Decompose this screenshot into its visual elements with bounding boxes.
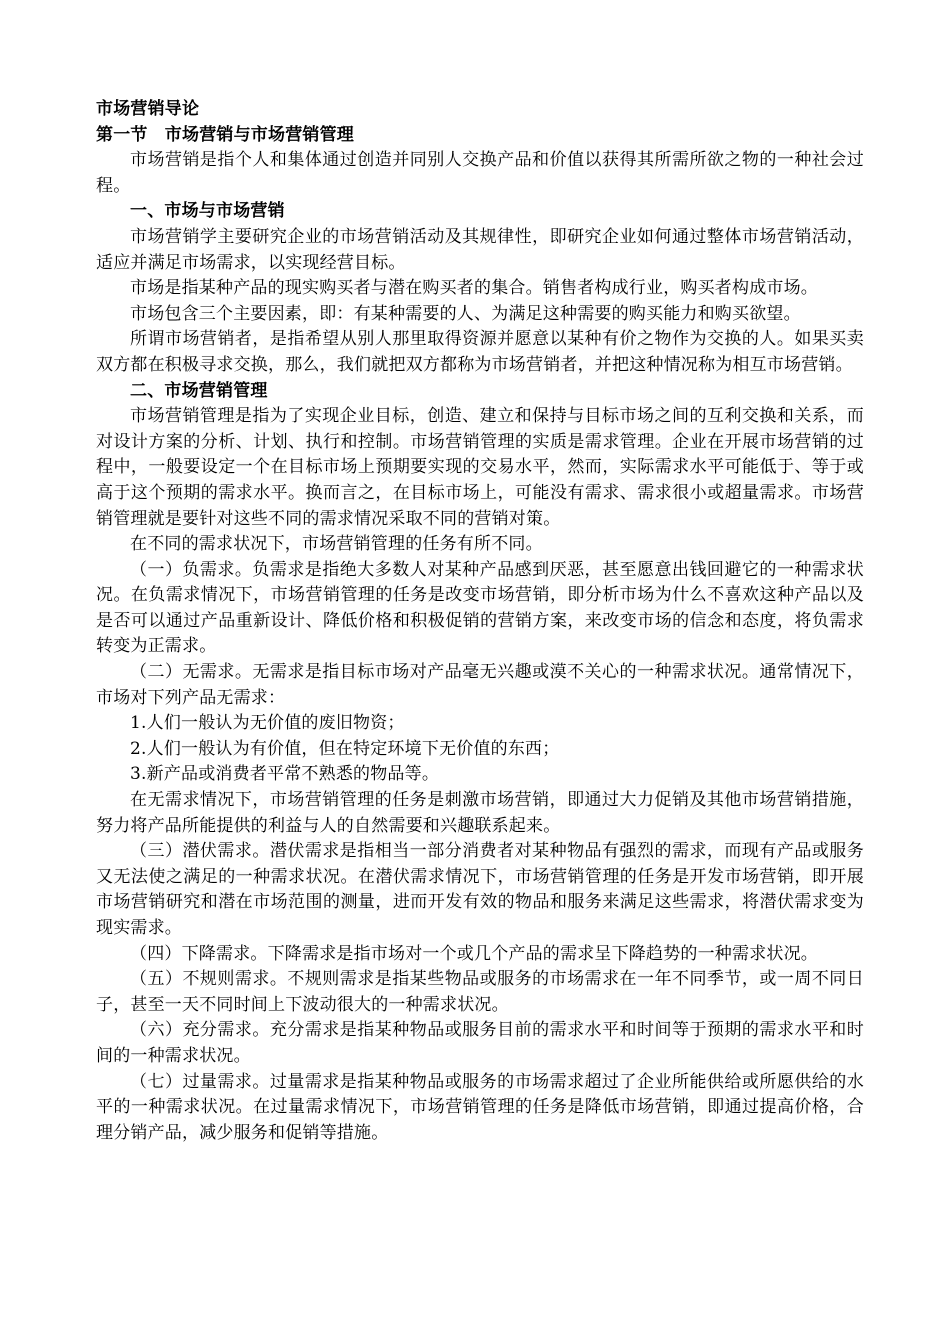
paragraph: 在不同的需求状况下，市场营销管理的任务有所不同。 (130, 534, 543, 555)
demand-irregular: （五）不规则需求。不规则需求是指某些物品或服务的市场需求在一年不同季节，或一周不同日子，甚至一天不同时间上下波动很大的一种需求状况。 (96, 969, 864, 1015)
demand-negative: （一）负需求。负需求是指绝大多数人对某种产品感到厌恶，甚至愿意出钱回避它的一种需求状况。在负需求情况下，市场营销管理的任务是改变市场营销，即分析市场为什么不喜欢这种产品以及是否可以通过产品重新设计、降低价格和积极促销的营销方案，来改变市场的信念和态度，将负需求转变为正需求。 (96, 559, 864, 657)
paragraph: 市场营销学主要研究企业的市场营销活动及其规律性，即研究企业如何通过整体市场营销活动，适应并满足市场需求，以实现经营目标。 (96, 226, 864, 273)
paragraph: 市场是指某种产品的现实购买者与潜在购买者的集合。销售者构成行业，购买者构成市场。 (130, 278, 818, 299)
demand-full: （六）充分需求。充分需求是指某种物品或服务目前的需求水平和时间等于预期的需求水平和时间的一种需求状况。 (96, 1020, 864, 1066)
document-body (96, 97, 864, 1146)
paragraph: 在无需求情况下，市场营销管理的任务是刺激市场营销，即通过大力促销及其他市场营销措施，努力将产品所能提供的利益与人的自然需要和兴趣联系起来。 (96, 790, 864, 836)
list-item: 3.新产品或消费者平常不熟悉的物品等。 (130, 764, 440, 785)
demand-latent: （三）潜伏需求。潜伏需求是指相当一部分消费者对某种物品有强烈的需求，而现有产品或服务又无法使之满足的一种需求状况。在潜伏需求情况下，市场营销管理的任务是开发市场营销，即开展市场营销研究和潜在市场范围的测量，进而开发有效的物品和服务来满足这些需求，将潜伏需求变为现实需求。 (96, 841, 864, 938)
section-heading: 第一节 市场营销与市场营销管理 (96, 124, 354, 145)
demand-none: （二）无需求。无需求是指目标市场对产品毫无兴趣或漠不关心的一种需求状况。通常情况下，市场对下列产品无需求： (96, 662, 864, 708)
paragraph: 市场营销管理是指为了实现企业目标，创造、建立和保持与目标市场之间的互利交换和关系，而对设计方案的分析、计划、执行和控制。市场营销管理的实质是需求管理。企业在开展市场营销的过程中，一般要设定一个在目标市场上预期要实现的交易水平，然而，实际需求水平可能低于、等于或高于这个预期的需求水平。换而言之，在目标市场上，可能没有需求、需求很小或超量需求。市场营销管理就是要针对这些不同的需求情况采取不同的营销对策。 (96, 406, 864, 529)
list-item: 2.人们一般认为有价值，但在特定环境下无价值的东西； (130, 738, 560, 759)
document-title: 市场营销导论 (96, 99, 200, 119)
subsection-heading-1: 一、市场与市场营销 (130, 201, 285, 222)
paragraph: 所谓市场营销者，是指希望从别人那里取得资源并愿意以某种有价之物作为交换的人。如果买卖双方都在积极寻求交换，那么，我们就把双方都称为市场营销者，并把这种情况称为相互市场营销。 (96, 329, 864, 375)
list-item: 1.人们一般认为无价值的废旧物资； (130, 713, 405, 734)
demand-declining: （四）下降需求。下降需求是指市场对一个或几个产品的需求呈下降趋势的一种需求状况。 (130, 943, 818, 964)
subsection-heading-2: 二、市场营销管理 (130, 380, 268, 401)
demand-overfull: （七）过量需求。过量需求是指某种物品或服务的市场需求超过了企业所能供给或所愿供给的水平的一种需求状况。在过量需求情况下，市场营销管理的任务是降低市场营销，即通过提高价格，合理分销产品，减少服务和促销等措施。 (96, 1071, 864, 1143)
intro-paragraph: 市场营销是指个人和集体通过创造并同别人交换产品和价值以获得其所需所欲之物的一种社会过程。 (96, 150, 864, 196)
paragraph: 市场包含三个主要因素，即：有某种需要的人、为满足这种需要的购买能力和购买欲望。 (130, 303, 801, 324)
